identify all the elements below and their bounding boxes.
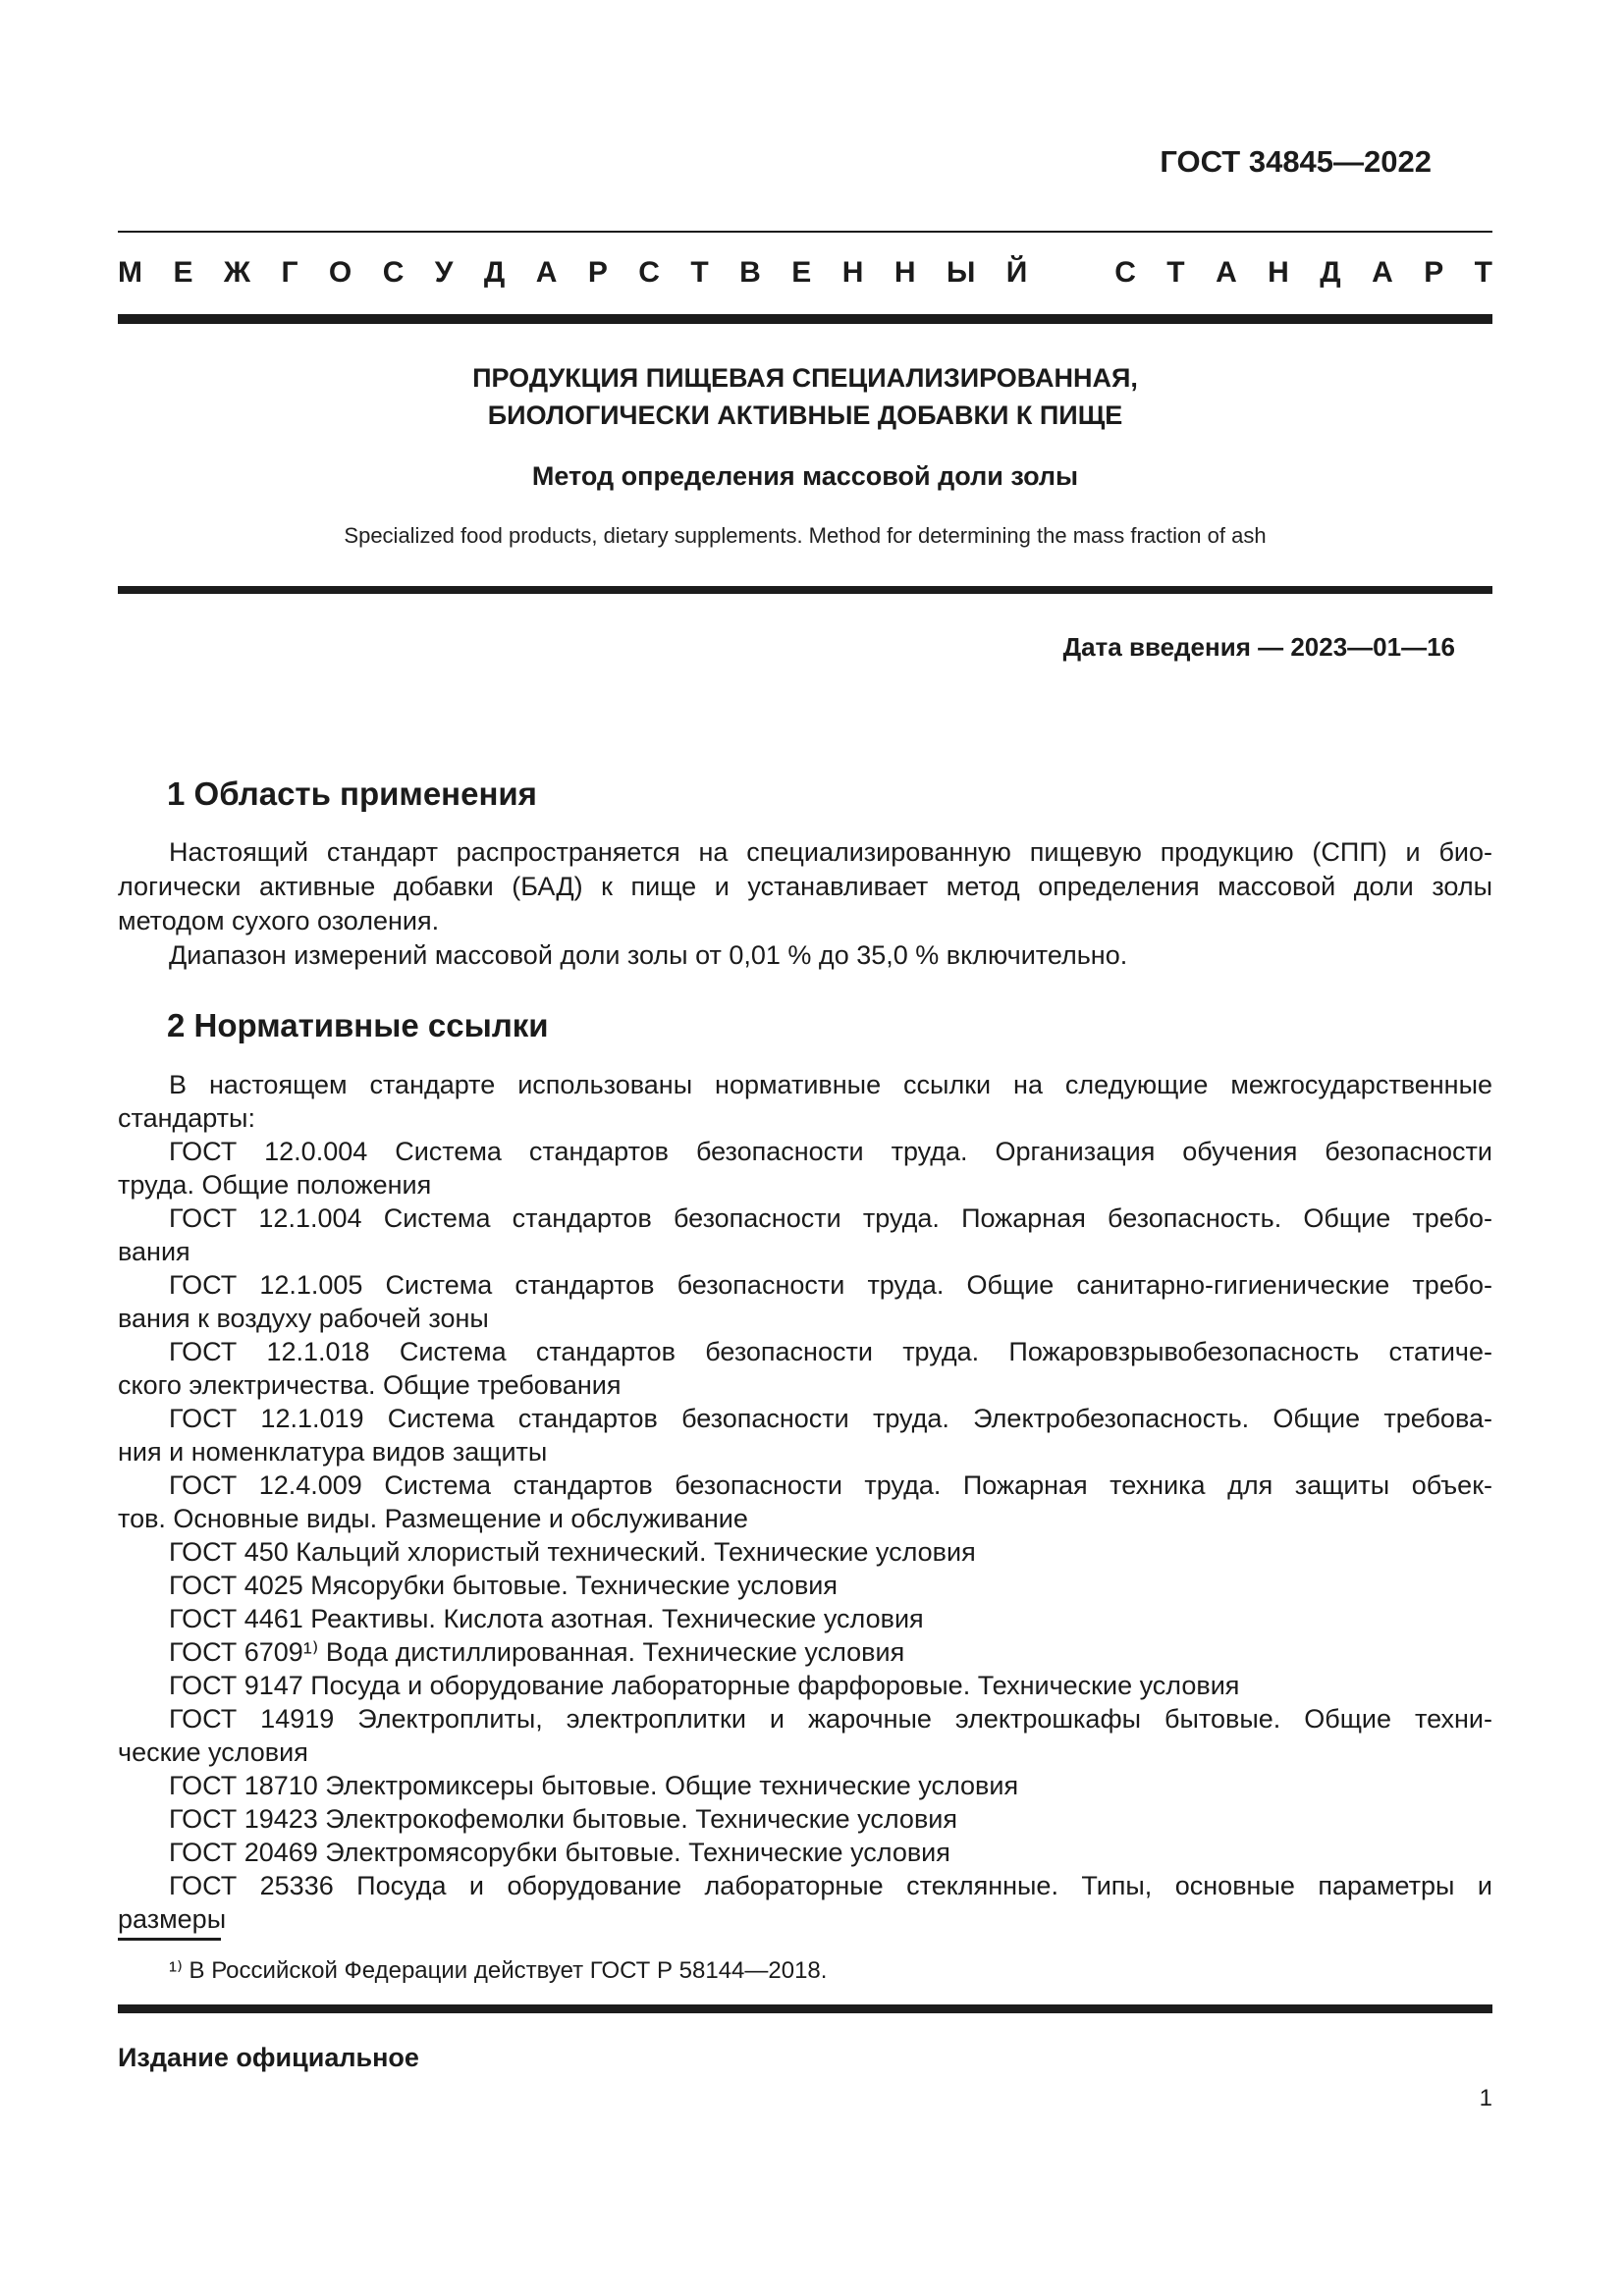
text-line: вания к воздуху рабочей зоны: [118, 1304, 489, 1333]
text-line: вания: [118, 1237, 190, 1266]
text-line: ГОСТ 19423 Электрокофемолки бытовые. Технические условия: [169, 1804, 957, 1834]
text-line: ГОСТ 18710 Электромиксеры бытовые. Общие технические условия: [169, 1771, 1019, 1800]
document-title-english: Specialized food products, dietary supplements. Method for determining the mass fraction of ash: [344, 523, 1267, 548]
text-line: методом сухого озоления.: [118, 906, 440, 935]
section-body: [118, 1068, 1492, 1936]
text-line: ГОСТ 12.1.005 Система стандартов безопасности труда. Общие санитарно-гигиенические требо-: [169, 1270, 1492, 1300]
section-body: [118, 835, 1492, 973]
effective-date: Дата введения — 2023—01—16: [1062, 632, 1455, 662]
paragraph: [118, 1468, 1492, 1535]
text-line: ГОСТ 12.4.009 Система стандартов безопасности труда. Пожарная техника для защиты объек-: [169, 1470, 1492, 1500]
divider-thin: [118, 231, 1492, 233]
text-line: В настоящем стандарте использованы нормативные ссылки на следующие межгосударственные: [169, 1070, 1492, 1099]
page-content: [118, 0, 1492, 2112]
text-line: стандарты:: [118, 1103, 255, 1133]
text-line: ния и номенклатура видов защиты: [118, 1437, 548, 1467]
paragraph: [118, 1569, 1492, 1602]
doc-code: ГОСТ 34845—2022: [1160, 144, 1432, 179]
text-line: ГОСТ 25336 Посуда и оборудование лабораторные стеклянные. Типы, основные параметры и: [169, 1871, 1492, 1900]
page-number: 1: [1479, 2085, 1492, 2111]
paragraph: [118, 1335, 1492, 1402]
paragraph: [118, 1869, 1492, 1936]
text-line: Настоящий стандарт распространяется на специализированную пищевую продукцию (СПП) и био-: [169, 837, 1492, 867]
paragraph: [118, 1635, 1492, 1669]
text-line: ческие условия: [118, 1737, 308, 1767]
text-line: логически активные добавки (БАД) к пище и устанавливает метод определения массовой доли золы: [118, 872, 1492, 901]
text-line: ского электричества. Общие требования: [118, 1370, 622, 1400]
paragraph: [118, 1836, 1492, 1869]
paragraph: [118, 1402, 1492, 1468]
edition-note: Издание официальное: [118, 2043, 419, 2072]
section-heading: 1 Область применения: [167, 775, 537, 812]
text-line: ГОСТ 450 Кальций хлористый технический. Технические условия: [169, 1537, 976, 1567]
divider-thick-top: [118, 314, 1492, 324]
paragraph: [118, 1268, 1492, 1335]
title-line-2: БИОЛОГИЧЕСКИ АКТИВНЫЕ ДОБАВКИ К ПИЩЕ: [487, 400, 1123, 430]
text-line: ГОСТ 12.1.018 Система стандартов безопасности труда. Пожаровзрывобезопасность статиче-: [169, 1337, 1492, 1366]
paragraph: [118, 835, 1492, 938]
text-line: ГОСТ 6709¹⁾ Вода дистиллированная. Технические условия: [169, 1637, 905, 1667]
document-title: [118, 359, 1492, 434]
text-line: ГОСТ 14919 Электроплиты, электроплитки и жарочные электрошкафы бытовые. Общие техни-: [169, 1704, 1492, 1734]
footnote: ¹⁾ В Российской Федерации действует ГОСТ Р 58144—2018.: [169, 1957, 828, 1984]
paragraph: [118, 1535, 1492, 1569]
divider-thick-bottom: [118, 2004, 1492, 2013]
text-line: труда. Общие положения: [118, 1170, 432, 1200]
paragraph: [118, 1068, 1492, 1135]
text-line: ГОСТ 4461 Реактивы. Кислота азотная. Технические условия: [169, 1604, 924, 1633]
paragraph: [118, 1702, 1492, 1769]
text-line: размеры: [118, 1904, 227, 1934]
paragraph: [118, 938, 1492, 973]
text-line: ГОСТ 12.0.004 Система стандартов безопасности труда. Организация обучения безопасности: [169, 1137, 1492, 1166]
paragraph: [118, 1201, 1492, 1268]
sections: [118, 774, 1492, 1936]
paragraph: [118, 1769, 1492, 1802]
text-line: ГОСТ 12.1.004 Система стандартов безопасности труда. Пожарная безопасность. Общие требо-: [169, 1203, 1492, 1233]
text-line: Диапазон измерений массовой доли золы от 0,01 % до 35,0 % включительно.: [169, 940, 1128, 970]
paragraph: [118, 1802, 1492, 1836]
text-line: ГОСТ 20469 Электромясорубки бытовые. Технические условия: [169, 1838, 950, 1867]
footnote-separator: [118, 1938, 221, 1941]
divider-thick-middle: [118, 586, 1492, 594]
paragraph: [118, 1669, 1492, 1702]
text-line: тов. Основные виды. Размещение и обслуживание: [118, 1504, 748, 1533]
paragraph: [118, 1602, 1492, 1635]
banner: М Е Ж Г О С У Д А Р С Т В Е Н Н Ы Й С Т А Н Д А Р Т: [118, 256, 1492, 289]
text-line: ГОСТ 9147 Посуда и оборудование лабораторные фарфоровые. Технические условия: [169, 1671, 1240, 1700]
text-line: ГОСТ 4025 Мясорубки бытовые. Технические условия: [169, 1571, 838, 1600]
text-line: ГОСТ 12.1.019 Система стандартов безопасности труда. Электробезопасность. Общие требова-: [169, 1404, 1492, 1433]
paragraph: [118, 1135, 1492, 1201]
title-line-1: ПРОДУКЦИЯ ПИЩЕВАЯ СПЕЦИАЛИЗИРОВАННАЯ,: [472, 363, 1138, 393]
document-subtitle: Метод определения массовой доли золы: [531, 461, 1079, 491]
section-heading: 2 Нормативные ссылки: [167, 1007, 549, 1043]
